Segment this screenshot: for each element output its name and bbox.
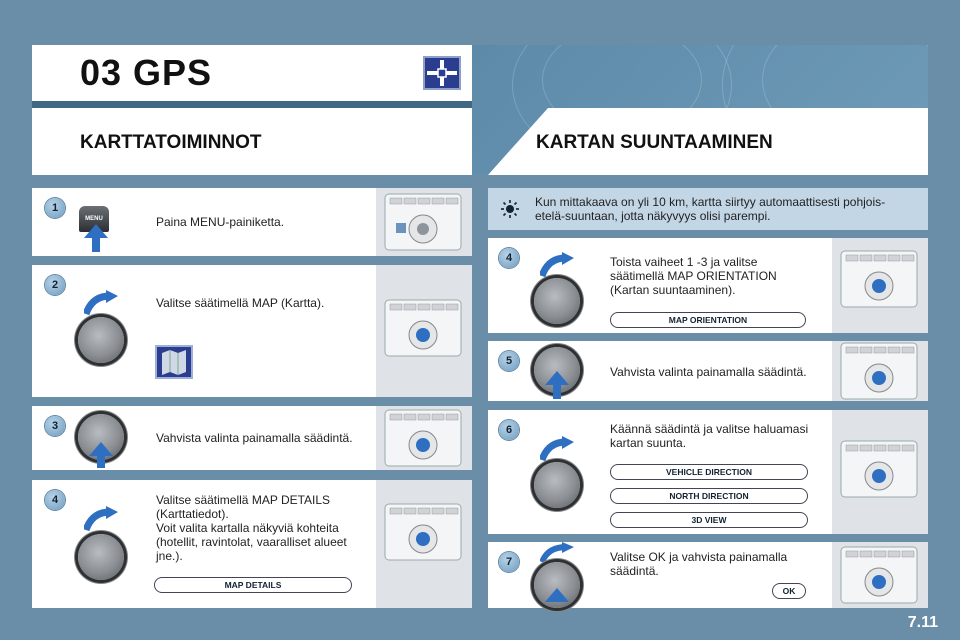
step-number: 1 [45, 198, 65, 218]
section-title-right: KARTAN SUUNTAAMINEN [536, 132, 773, 153]
orient-panel-7 [488, 542, 928, 608]
orient-panel-6 [488, 410, 928, 534]
step-panel-4 [32, 480, 472, 608]
arrow-up-icon [89, 442, 113, 456]
console-icon [384, 503, 462, 561]
console-icon [384, 299, 462, 357]
header-strip [32, 101, 472, 108]
step-text: Valitse OK ja vahvista painamalla säädintä. [610, 550, 788, 578]
page-number: 7.11 [907, 614, 938, 631]
console-icon [384, 409, 462, 467]
rotate-arrow-icon [84, 290, 120, 316]
step-text: Käännä säädintä ja valitse haluamasi kartan suunta. [610, 422, 809, 450]
arrow-up-icon [545, 588, 569, 602]
section-title-left: KARTTATOIMINNOT [80, 132, 262, 153]
vehicle-direction-option[interactable]: VEHICLE DIRECTION [610, 464, 808, 480]
step-text: Toista vaiheet 1 -3 ja valitse säätimellä MAP ORIENTATION (Kartan suuntaaminen). [610, 255, 777, 297]
info-text: Kun mittakaava on yli 10 km, kartta siirtyy automaattisesti pohjois- etelä-suuntaan, jotta näkyvyys olisi parempi. [535, 195, 886, 223]
console-icon [840, 440, 918, 498]
arrow-up-icon [84, 224, 108, 238]
orient-panel-4 [488, 238, 928, 333]
north-direction-option[interactable]: NORTH DIRECTION [610, 488, 808, 504]
map-details-option[interactable]: MAP DETAILS [154, 577, 352, 593]
step-text: Vahvista valinta painamalla säädintä. [156, 431, 353, 445]
step-number: 4 [499, 248, 519, 268]
console-icon [384, 193, 462, 251]
info-panel [488, 188, 928, 230]
step-number: 3 [45, 416, 65, 436]
step-text: Paina MENU-painiketta. [156, 215, 285, 229]
console-icon [840, 546, 918, 604]
rotate-arrow-icon [540, 542, 576, 564]
rotate-arrow-icon [84, 506, 120, 532]
rotate-arrow-icon [540, 252, 576, 278]
step-number: 2 [45, 275, 65, 295]
menu-button-icon: MENU [79, 206, 109, 232]
console-icon [840, 250, 918, 308]
knob-icon [78, 317, 124, 363]
step-text: Valitse säätimellä MAP DETAILS (Karttatiedot). Voit valita kartalla näkyviä kohteita (hotellit, ravintolat, vaaralliset alueet jne.). [156, 493, 347, 563]
ok-option[interactable]: OK [772, 583, 806, 599]
rotate-arrow-icon [540, 436, 576, 462]
3d-view-option[interactable]: 3D VIEW [610, 512, 808, 528]
step-number: 6 [499, 420, 519, 440]
step-text: Vahvista valinta painamalla säädintä. [610, 365, 807, 379]
arrow-up-icon [545, 371, 569, 385]
step-panel-1 [32, 188, 472, 256]
page-title: 03 GPS [80, 52, 213, 93]
section-header-left [32, 108, 472, 175]
knob-icon [534, 462, 580, 508]
knob-icon [78, 534, 124, 580]
step-number: 4 [45, 490, 65, 510]
step-panel-3 [32, 406, 472, 470]
step-panel-2 [32, 265, 472, 397]
knob-icon [534, 278, 580, 324]
step-number: 5 [499, 351, 519, 371]
orient-panel-5 [488, 341, 928, 401]
step-number: 7 [499, 552, 519, 572]
map-orientation-option[interactable]: MAP ORIENTATION [610, 312, 806, 328]
lightbulb-icon [500, 199, 520, 219]
step-text: Valitse säätimellä MAP (Kartta). [156, 296, 325, 310]
gps-icon [423, 56, 461, 90]
console-icon [840, 342, 918, 400]
map-icon [155, 345, 193, 379]
